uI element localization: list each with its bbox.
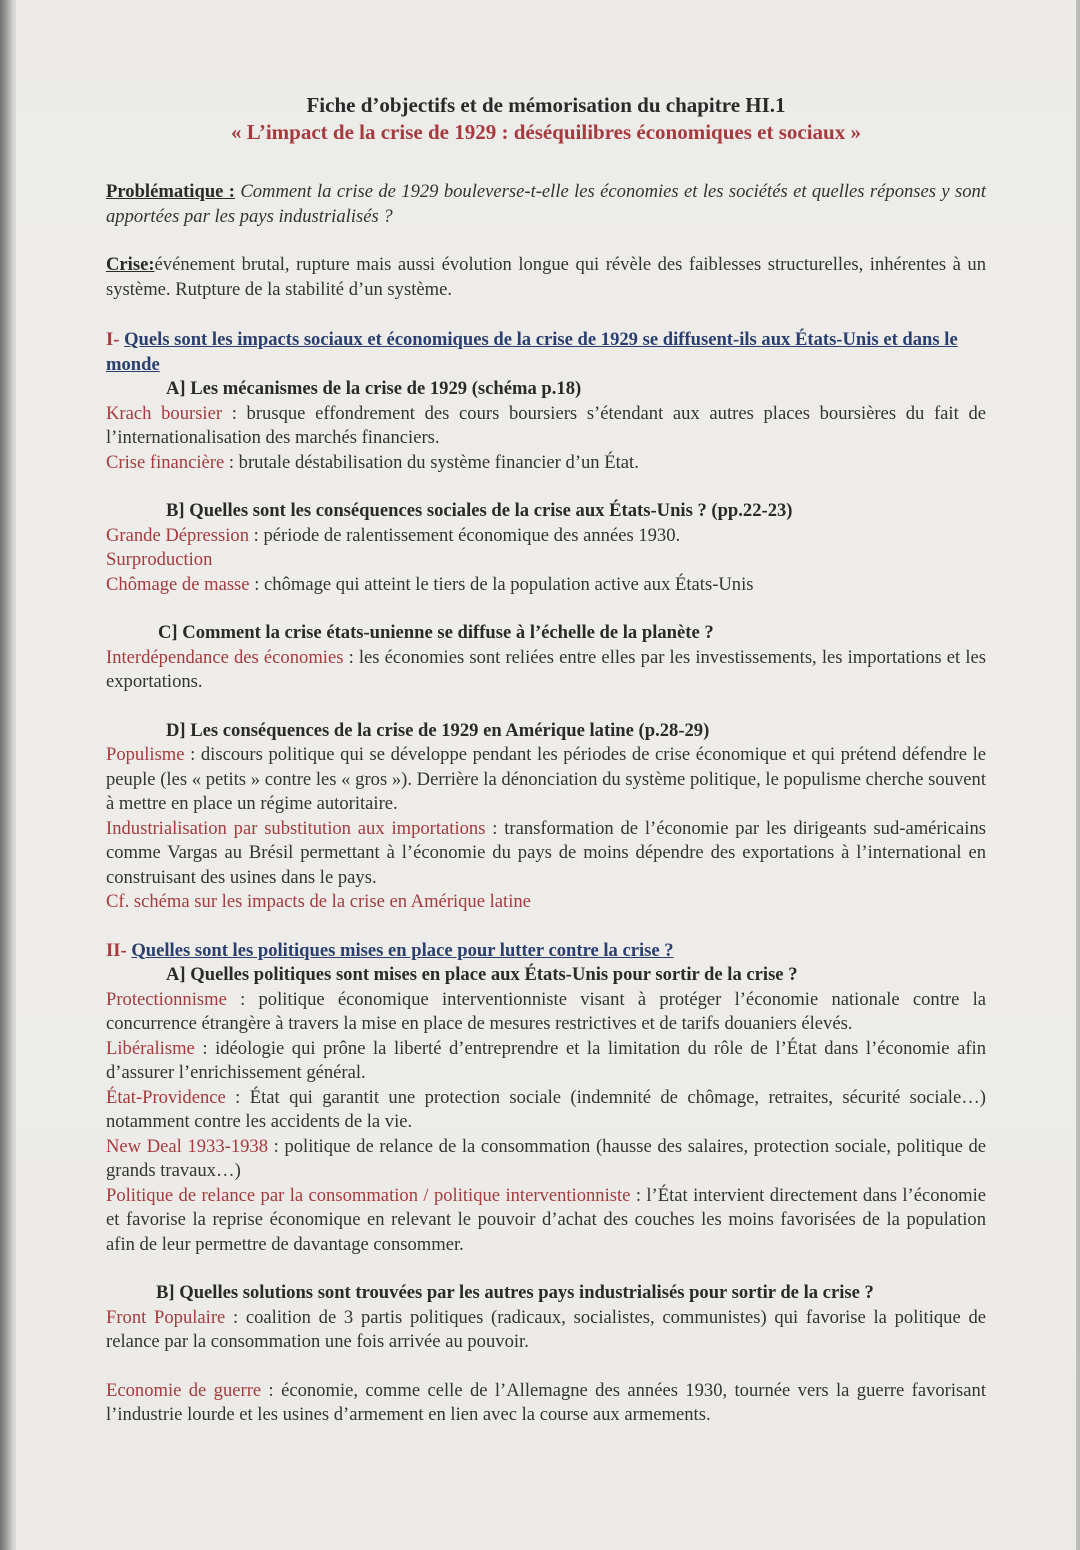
definition-term: État-Providence [106, 1086, 226, 1108]
definition-text: : les économies sont reliées entre elles par les investissements, les importations et les exportations. [106, 646, 986, 692]
definition-term: New Deal 1933-1938 [106, 1135, 269, 1157]
definition-text: : politique économique interventionniste visant à protéger l’économie nationale contre la concurrence étrangère à travers la mise en place de mesures restrictives et de tarifs douaniers élevés. [106, 988, 986, 1034]
definition-term: Crise financière [106, 451, 225, 473]
part1-number: I- [106, 329, 125, 350]
part2-heading [106, 939, 986, 964]
problematique [106, 180, 986, 229]
part1-heading [106, 328, 986, 377]
definition-term: Populisme [106, 744, 185, 765]
definition-term: Industrialisation par substitution aux importations [106, 817, 486, 839]
part2-A-heading: A] Quelles politiques sont mises en place aux États-Unis pour sortir de la crise ? [166, 964, 798, 985]
definition [106, 548, 986, 573]
definition [106, 743, 986, 817]
part1-C-heading: C] Comment la crise états-unienne se diffuse à l’échelle de la planète ? [158, 622, 714, 643]
schema-reference: Cf. schéma sur les impacts de la crise en Amérique latine [106, 891, 531, 912]
definition-text: : politique de relance de la consommation (hausse des salaires, protection sociale, politique de grands travaux…) [106, 1135, 986, 1181]
definition-text: : idéologie qui prône la liberté d’entreprendre et la limitation du rôle de l’État dans l’économie afin d’assurer l’enrichissement général. [106, 1037, 986, 1083]
definition-text: : période de ralentissement économique des années 1930. [249, 524, 681, 546]
definition [106, 402, 986, 451]
definition-term: Surproduction [106, 549, 213, 570]
definition-term: Krach boursier [106, 402, 223, 424]
definition [106, 524, 986, 549]
definition-text: : brusque effondrement des cours boursiers s’étendant aux autres places boursières du fait de l’internationalisation des marchés financiers. [106, 402, 986, 448]
document-title: Fiche d’objectifs et de mémorisation du chapitre HI.1 [306, 93, 786, 117]
definition-text: : transformation de l’économie par les dirigeants sud-américains comme Vargas au Brésil permettant à l’économie du pays de moins dépendre des exportations à l’international en construisant des usines dans le pays. [106, 817, 986, 888]
document-body [106, 92, 986, 1428]
definition-text: : brutale déstabilisation du système financier d’un État. [224, 451, 639, 473]
problematique-label: Problématique : [106, 181, 235, 202]
definition [106, 1086, 986, 1135]
paper-sheet [16, 0, 1076, 1550]
definition [106, 451, 986, 476]
definition-term: Politique de relance par la consommation / politique interventionniste [106, 1184, 631, 1206]
definition-term: Front Populaire [106, 1306, 226, 1328]
definition [106, 1379, 986, 1428]
definition [106, 1037, 986, 1086]
definition-term: Interdépendance des économies [106, 646, 344, 668]
definition [106, 988, 986, 1037]
definition [106, 646, 986, 695]
definition [106, 817, 986, 891]
definition-text: : l’État intervient directement dans l’économie et favorise la reprise économique en relevant le pouvoir d’achat des couches les moins favorisées de la population afin de leur permettre de davantage consommer. [106, 1184, 986, 1255]
definition-term: Libéralisme [106, 1037, 195, 1059]
definition-text: : État qui garantit une protection sociale (indemnité de chômage, retraites, sécurité sociale…) notamment contre les accidents de la vie. [106, 1086, 986, 1132]
crise-text: événement brutal, rupture mais aussi évolution longue qui révèle des faiblesses structurelles, inhérentes à un système. Rutpture de la stabilité d’un système. [106, 254, 986, 300]
part1-D-heading: D] Les conséquences de la crise de 1929 en Amérique latine (p.28-29) [166, 719, 710, 741]
definition [106, 1306, 986, 1355]
part2-B-heading: B] Quelles solutions sont trouvées par les autres pays industrialisés pour sortir de la crise ? [156, 1282, 874, 1303]
definition [106, 573, 986, 598]
definition [106, 1135, 986, 1184]
part1-A-heading: A] Les mécanismes de la crise de 1929 (schéma p.18) [166, 378, 582, 399]
definition-text: : discours politique qui se développe pendant les périodes de crise économique et qui prétend défendre le peuple (les « petits » contre les « gros »). Derrière la dénonciation du système politique, le populisme cherche souvent à mettre en place un régime autoritaire. [106, 744, 986, 814]
definition [106, 1184, 986, 1258]
definition-term: Economie de guerre [106, 1379, 262, 1401]
definition-term: Grande Dépression [106, 524, 250, 546]
part1-title: Quels sont les impacts sociaux et économiques de la crise de 1929 se diffusent-ils aux États-Unis et dans le monde [106, 329, 958, 375]
part2-number: II- [106, 939, 132, 961]
problematique-text: Comment la crise de 1929 bouleverse-t-elle les économies et les sociétés et quelles réponses y sont apportées par les pays industrialisés ? [106, 181, 987, 227]
definition-text: : coalition de 3 partis politiques (radicaux, socialistes, communistes) qui favorise la politique de relance par la consommation une fois arrivée au pouvoir. [106, 1306, 987, 1352]
crise-label: Crise: [106, 254, 155, 275]
crise-definition [106, 253, 986, 302]
definition-term: Protectionnisme [106, 988, 227, 1010]
definition-text: : chômage qui atteint le tiers de la population active aux États-Unis [249, 573, 754, 595]
definition-text: : économie, comme celle de l’Allemagne des années 1930, tournée vers la guerre favorisant l’industrie lourde et les usines d’armement en lien avec la course aux armements. [106, 1379, 986, 1425]
part2-title: Quelles sont les politiques mises en place pour lutter contre la crise ? [131, 939, 674, 961]
part1-B-heading: B] Quelles sont les conséquences sociales de la crise aux États-Unis ? (pp.22-23) [166, 500, 793, 521]
definition-term: Chômage de masse [106, 573, 250, 595]
document-subtitle: « L’impact de la crise de 1929 : déséquilibres économiques et sociaux » [231, 120, 861, 144]
